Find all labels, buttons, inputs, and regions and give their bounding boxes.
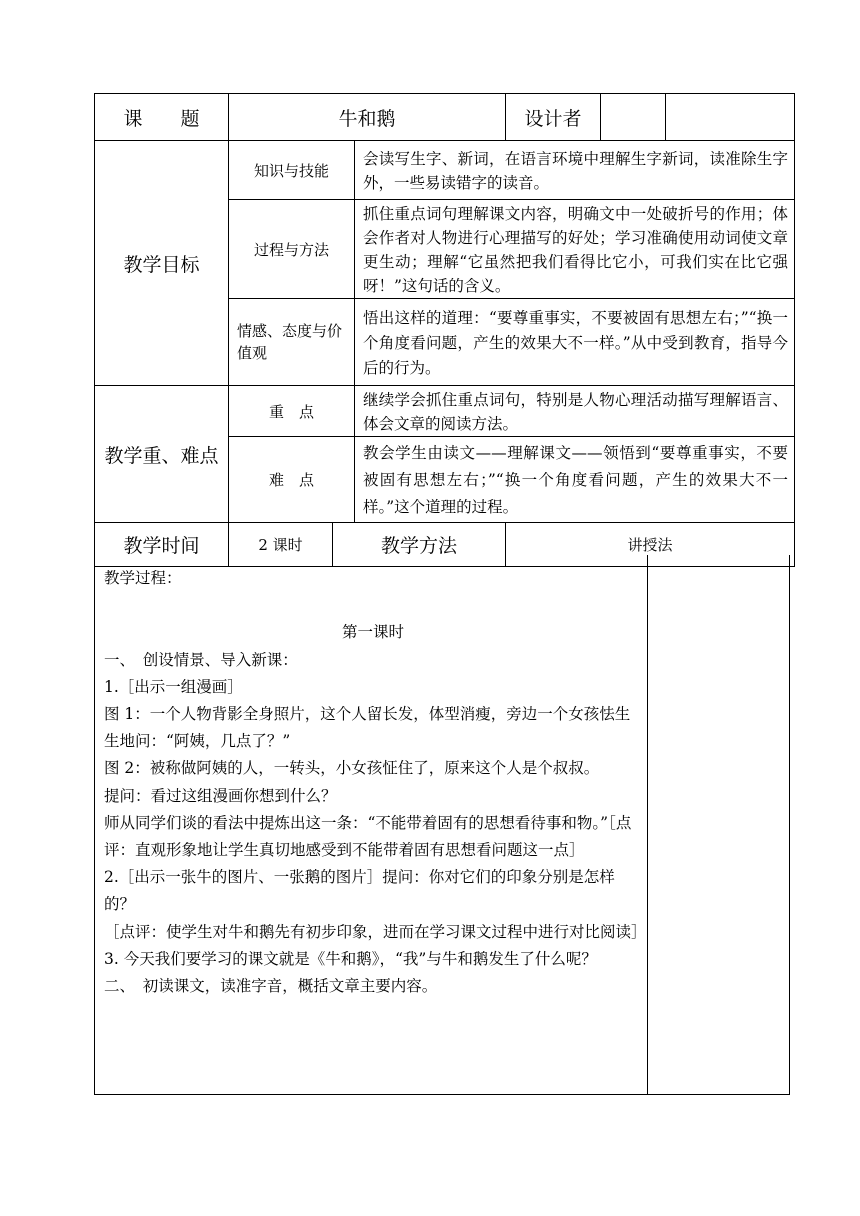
- process-line: [104, 592, 642, 619]
- time-value: 2 课时: [229, 523, 333, 567]
- notes-column-divider: [647, 555, 648, 1094]
- difficult-point-label: 难 点: [229, 437, 355, 523]
- lesson-plan-table: [94, 93, 795, 567]
- objective-text-knowledge: 会读写生字、新词，在语言环境中理解生字新词，读准除生字外，一些易读错字的读音。: [355, 141, 795, 200]
- process-line: 3. 今天我们要学习的课文就是《牛和鹅》，“我”与牛和鹅发生了什么呢？: [104, 949, 597, 968]
- process-line: 2.［出示一张牛的图片、一张鹅的图片］提问：你对它们的印象分别是怎样的？: [104, 868, 615, 914]
- time-label: 教学时间: [95, 523, 229, 567]
- process-section: [94, 555, 790, 1095]
- process-line: ［点评：使学生对牛和鹅先有初步印象，进而在学习课文过程中进行对比阅读］: [104, 922, 647, 941]
- process-line: 一、 创设情景、导入新课：: [104, 650, 298, 669]
- method-value: 讲授法: [506, 523, 795, 567]
- session-title: 第一课时: [341, 623, 404, 642]
- topic-label: 课 题: [95, 94, 229, 141]
- process-line: 1.［出示一组漫画］: [104, 677, 243, 696]
- key-points-label: 教学重、难点: [95, 386, 229, 523]
- lesson-title: 牛和鹅: [229, 94, 506, 141]
- process-text: [104, 565, 647, 1000]
- objective-text-emotion: 悟出这样的道理：“要尊重事实，不要被固有思想左右；”“换一个角度看问题，产生的效果大不一样。”从中受到教育，指导今后的行为。: [355, 299, 795, 386]
- process-line: 师从同学们谈的看法中提炼出这一条：“不能带着固有的思想看待事和物。”［点评：直观形象地让学生真切地感受到不能带着固有思想看问题这一点］: [104, 813, 632, 860]
- difficult-point-text: 教会学生由读文——理解课文——领悟到“要尊重事实，不要被固有思想左右；”“换一个角度看问题，产生的效果大不一样。”这个道理的过程。: [355, 437, 795, 523]
- process-line: 图 2：被称做阿姨的人，一转头，小女孩怔住了，原来这个人是个叔叔。: [104, 759, 600, 778]
- objective-label-process: 过程与方法: [229, 200, 355, 299]
- process-line: 图 1：一个人物背影全身照片，这个人留长发，体型消瘦，旁边一个女孩怯生生地问：“阿姨，几点了？”: [104, 705, 631, 751]
- objective-label-knowledge: 知识与技能: [229, 141, 355, 200]
- objectives-label: 教学目标: [95, 141, 229, 386]
- process-line: 提问：看过这组漫画你想到什么？: [104, 786, 337, 805]
- process-line: 二、 初读课文，读准字音，概括文章主要内容。: [104, 977, 438, 996]
- key-point-label: 重 点: [229, 386, 355, 437]
- key-point-text: 继续学会抓住重点词句，特别是人物心理活动描写理解语言、体会文章的阅读方法。: [355, 386, 795, 437]
- designer-value-extra: [666, 94, 795, 141]
- objective-label-emotion: 情感、态度与价值观: [229, 299, 355, 386]
- objective-text-process: 抓住重点词句理解课文内容，明确文中一处破折号的作用；体会作者对人物进行心理描写的好处；学习准确使用动词使文章更生动；理解“它虽然把我们看得比它小，可我们实在比它强呀！”这句话的含义。: [355, 200, 795, 299]
- method-label: 教学方法: [333, 523, 506, 567]
- designer-label: 设计者: [506, 94, 601, 140]
- designer-value: [601, 94, 665, 140]
- process-heading: 教学过程：: [104, 569, 182, 587]
